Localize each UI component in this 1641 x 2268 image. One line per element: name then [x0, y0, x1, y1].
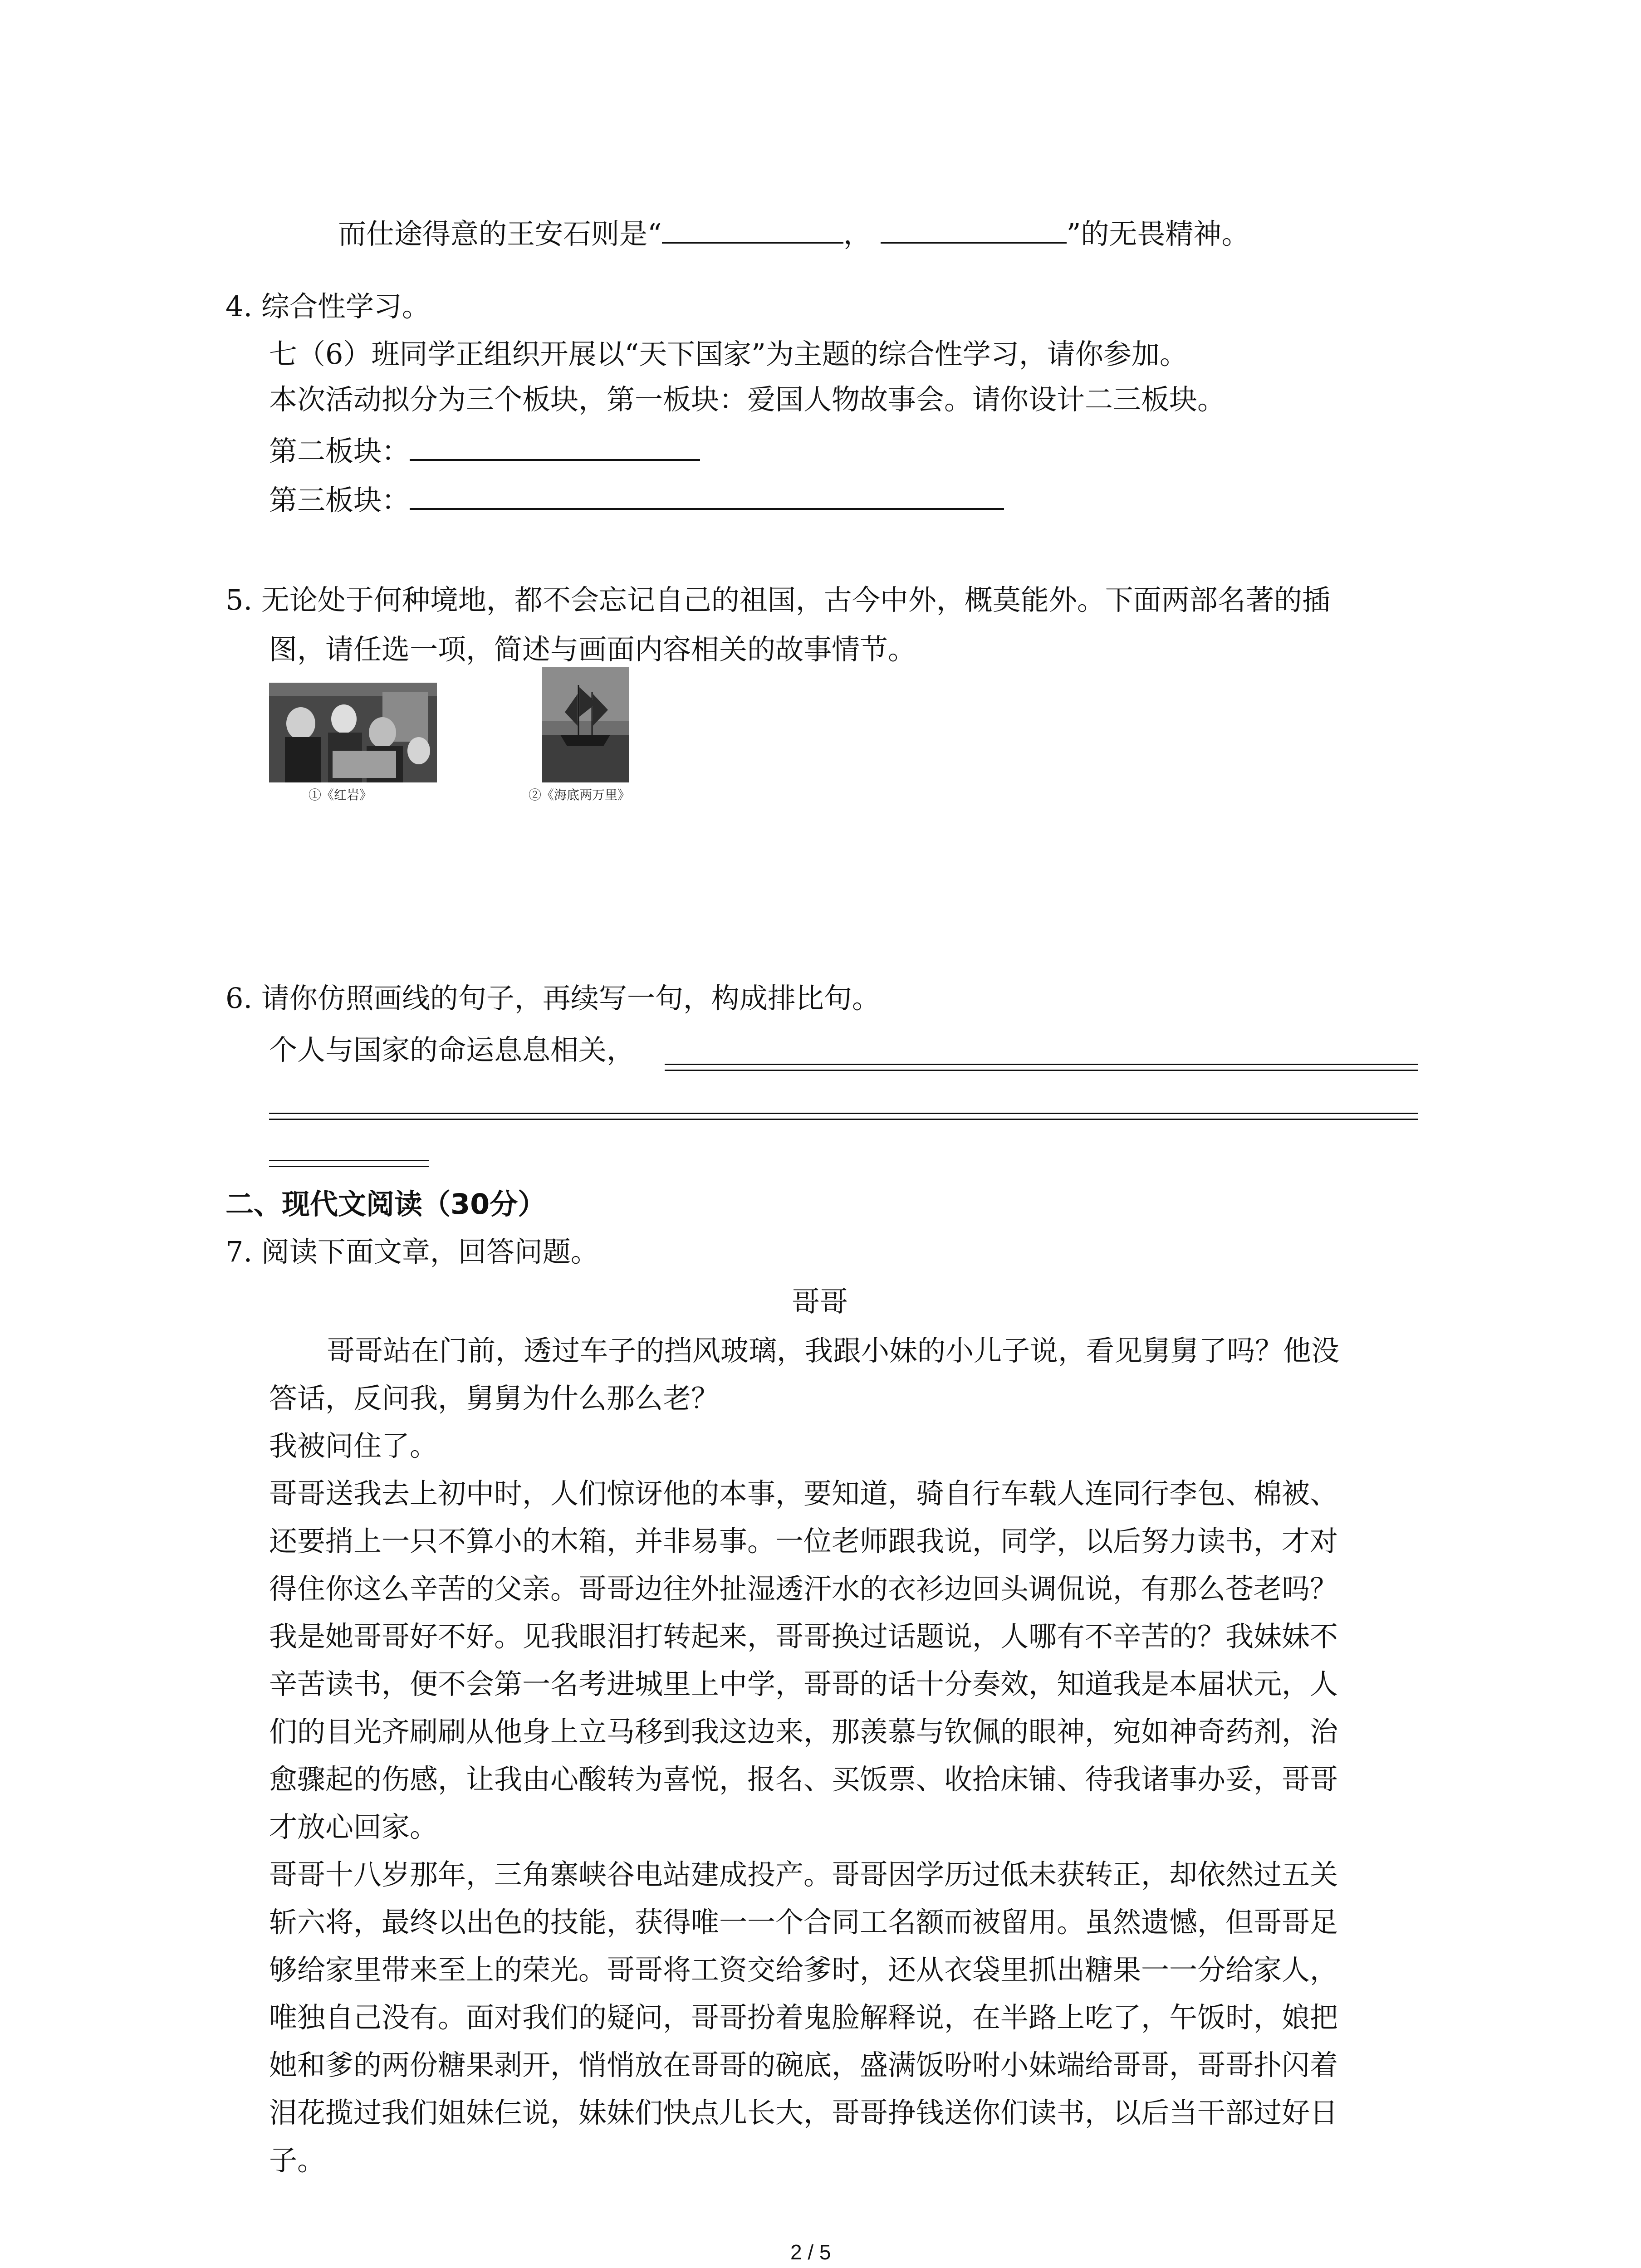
q6-sentence: 个人与国家的命运息息相关，	[269, 1033, 635, 1066]
article-line: 够给家里带来至上的荣光。哥哥将工资交给爹时，还从衣袋里抓出糖果一一分给家人，	[269, 1953, 1338, 1986]
article-line: 愈骤起的伤感，让我由心酸转为喜悦，报名、买饭票、收拾床铺、待我诸事办妥，哥哥	[269, 1763, 1338, 1796]
ocean-illustration-svg	[542, 667, 629, 782]
q6-title: 6. 请你仿照画线的句子，再续写一句，构成排比句。	[225, 982, 880, 1015]
page-number: 2 / 5	[790, 2240, 831, 2264]
article-line: 们的目光齐刷刷从他身上立马移到我这边来，那羡慕与钦佩的眼神，宛如神奇药剂，治	[269, 1715, 1338, 1748]
article-line: 辛苦读书，便不会第一名考进城里上中学，哥哥的话十分奏效，知道我是本届状元，人	[269, 1667, 1338, 1701]
q3-tail-line	[338, 216, 1249, 252]
q3-tail-after: ”的无畏精神。	[1066, 217, 1250, 250]
hongyan-illustration	[269, 683, 437, 782]
article-line: 子。	[269, 2144, 326, 2177]
article-line: 得住你这么辛苦的父亲。哥哥边往外扯湿透汗水的衣衫边回头调侃说，有那么苍老吗？	[269, 1572, 1338, 1605]
article-line: 哥哥站在门前，透过车子的挡风玻璃，我跟小妹的小儿子说，看见舅舅了吗？他没	[327, 1334, 1340, 1367]
article-line: 答话，反问我，舅舅为什么那么老？	[269, 1382, 720, 1415]
article-line: 唯独自己没有。面对我们的疑问，哥哥扮着鬼脸解释说，在半路上吃了，午饭时，娘把	[269, 2001, 1338, 2034]
q3-tail-comma: ，	[843, 217, 872, 250]
q4-block3-line	[269, 482, 1004, 518]
q4-block3-label: 第三板块：	[269, 484, 410, 517]
section2-heading: 二、现代文阅读（30分）	[225, 1188, 546, 1221]
article-line: 泪花揽过我们姐妹仨说，妹妹们快点儿长大，哥哥挣钱送你们读书，以后当干部过好日	[269, 2096, 1338, 2129]
answer-line[interactable]	[269, 1160, 429, 1167]
q3-tail-before: 而仕途得意的王安石则是“	[338, 217, 662, 250]
answer-blank[interactable]	[662, 216, 843, 244]
q4-block2-line	[269, 433, 700, 469]
article-line: 哥哥送我去上初中时，人们惊讶他的本事，要知道，骑自行车载人连同行李包、棉被、	[269, 1477, 1338, 1510]
article-line: 哥哥十八岁那年，三角寨峡谷电站建成投产。哥哥因学历过低未获转正，却依然过五关	[269, 1858, 1338, 1891]
ocean-illustration	[542, 667, 629, 782]
q4-block2-label: 第二板块：	[269, 435, 410, 468]
q4-task: 本次活动拟分为三个板块，第一板块：爱国人物故事会。请你设计二三板块。	[269, 383, 1226, 416]
answer-blank[interactable]	[410, 483, 1004, 510]
article-line: 斩六将，最终以出色的技能，获得唯一一个合同工名额而被留用。虽然遗憾，但哥哥足	[269, 1906, 1338, 1939]
q5-line2: 图，请任选一项，简述与画面内容相关的故事情节。	[269, 633, 916, 666]
q4-title: 4. 综合性学习。	[225, 290, 430, 323]
q7-title: 7. 阅读下面文章，回答问题。	[225, 1235, 599, 1268]
ocean-caption: ②《海底两万里》	[529, 787, 631, 802]
article-line: 她和爹的两份糖果剥开，悄悄放在哥哥的碗底，盛满饭吩咐小妹端给哥哥，哥哥扑闪着	[269, 2048, 1338, 2082]
article-line: 我是她哥哥好不好。见我眼泪打转起来，哥哥换过话题说，人哪有不辛苦的？我妹妹不	[269, 1620, 1338, 1653]
hongyan-illustration-svg	[269, 683, 437, 782]
answer-blank[interactable]	[881, 216, 1067, 244]
q5-line1: 5. 无论处于何种境地，都不会忘记自己的祖国，古今中外，概莫能外。下面两部名著的插	[225, 583, 1330, 616]
article-title: 哥哥	[792, 1285, 848, 1318]
article-line: 还要捎上一只不算小的木箱，并非易事。一位老师跟我说，同学，以后努力读书，才对	[269, 1525, 1338, 1558]
q4-intro: 七（6）班同学正组织开展以“天下国家”为主题的综合性学习，请你参加。	[269, 337, 1188, 371]
answer-line[interactable]	[665, 1064, 1418, 1071]
article-line: 我被问住了。	[269, 1429, 438, 1462]
answer-blank[interactable]	[410, 434, 700, 461]
answer-line[interactable]	[269, 1113, 1418, 1120]
hongyan-caption: ①《红岩》	[309, 787, 372, 802]
article-line: 才放心回家。	[269, 1810, 438, 1843]
